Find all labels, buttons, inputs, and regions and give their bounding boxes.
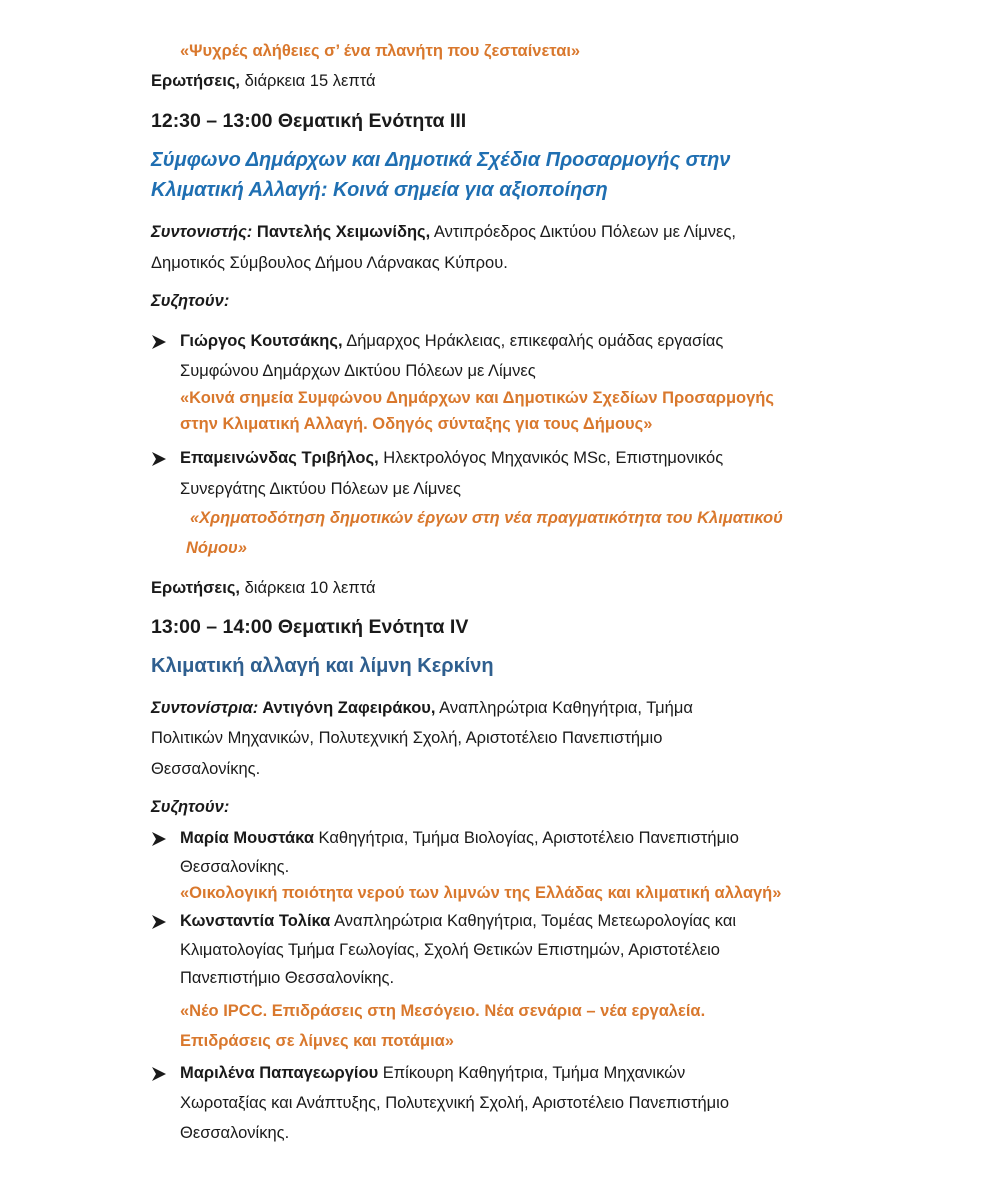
session-4-discuss-label: Συζητούν:	[151, 798, 230, 816]
moderator-role: Αντιπρόεδρος Δικτύου Πόλεων με Λίμνες,	[430, 223, 736, 241]
session-4-moderator-line-2: Πολιτικών Μηχανικών, Πολυτεχνική Σχολή, Αριστοτέλειο Πανεπιστήμιο	[151, 729, 663, 747]
speaker-trivilos-talk-line-1: «Χρηματοδότηση δημοτικών έργων στη νέα πραγματικότητα του Κλιματικού	[190, 509, 783, 527]
speaker-koutsakis-line-1	[180, 332, 723, 351]
moderator-name: Αντιγόνη Ζαφειράκου,	[258, 699, 436, 717]
speaker-trivilos-talk-line-2: Νόμου»	[186, 539, 247, 557]
speaker-koutsakis-line-2: Συμφώνου Δημάρχων Δικτύου Πόλεων με Λίμνες	[180, 362, 536, 380]
questions-note-2	[151, 579, 376, 598]
speaker-tolika-line-1	[180, 912, 736, 931]
bullet-arrow-icon	[151, 451, 167, 467]
speaker-name: Επαμεινώνδας Τριβήλος,	[180, 449, 379, 467]
speaker-name: Κωνσταντία Τολίκα	[180, 912, 331, 930]
session-3-title-line-2: Κλιματική Αλλαγή: Κοινά σημεία για αξιοποίηση	[151, 179, 608, 201]
speaker-trivilos-line-1	[180, 449, 723, 468]
session-3-title-line-1: Σύμφωνο Δημάρχων και Δημοτικά Σχέδια Προσαρμογής στην	[151, 149, 731, 171]
questions-duration: διάρκεια 15 λεπτά	[240, 72, 376, 90]
moderator-label: Συντονιστής:	[151, 223, 253, 241]
speaker-koutsakis-talk-line-2: στην Κλιματική Αλλαγή. Οδηγός σύνταξης για τους Δήμους»	[180, 415, 653, 433]
speaker-name: Μαρία Μουστάκα	[180, 829, 314, 847]
speaker-papageorgiou-line-1	[180, 1064, 685, 1083]
speaker-tolika-talk-line-2: Επιδράσεις σε λίμνες και ποτάμια»	[180, 1032, 454, 1050]
speaker-moustaka-line-2: Θεσσαλονίκης.	[180, 858, 290, 876]
session-4-moderator-line-3: Θεσσαλονίκης.	[151, 760, 261, 778]
questions-label: Ερωτήσεις,	[151, 579, 241, 597]
speaker-papageorgiou-line-3: Θεσσαλονίκης.	[180, 1124, 290, 1142]
moderator-name: Παντελής Χειμωνίδης,	[252, 223, 431, 241]
questions-duration: διάρκεια 10 λεπτά	[240, 579, 376, 597]
session-3-moderator-line-1	[151, 223, 736, 242]
moderator-label: Συντονίστρια:	[151, 699, 259, 717]
speaker-role: Ηλεκτρολόγος Μηχανικός MSc, Επιστημονικός	[378, 449, 724, 467]
questions-label: Ερωτήσεις,	[151, 72, 241, 90]
speaker-role: Δήμαρχος Ηράκλειας, επικεφαλής ομάδας εργασίας	[342, 332, 724, 350]
speaker-moustaka-talk: «Οικολογική ποιότητα νερού των λιμνών της Ελλάδας και κλιματική αλλαγή»	[180, 884, 782, 902]
session-3-moderator-line-2: Δημοτικός Σύμβουλος Δήμου Λάρνακας Κύπρου.	[151, 254, 508, 272]
speaker-name: Γιώργος Κουτσάκης,	[180, 332, 343, 350]
speaker-role: Αναπληρώτρια Καθηγήτρια, Τομέας Μετεωρολογίας και	[330, 912, 737, 930]
speaker-role: Καθηγήτρια, Τμήμα Βιολογίας, Αριστοτέλειο Πανεπιστήμιο	[313, 829, 739, 847]
bullet-arrow-icon	[151, 914, 167, 930]
top-talk-title: «Ψυχρές αλήθειες σ’ ένα πλανήτη που ζεσταίνεται»	[180, 42, 581, 60]
speaker-papageorgiou-line-2: Χωροταξίας και Ανάπτυξης, Πολυτεχνική Σχολή, Αριστοτέλειο Πανεπιστήμιο	[180, 1094, 729, 1112]
speaker-koutsakis-talk-line-1: «Κοινά σημεία Συμφώνου Δημάρχων και Δημοτικών Σχεδίων Προσαρμογής	[180, 389, 774, 407]
session-4-moderator-line-1	[151, 699, 693, 718]
session-4-title: Κλιματική αλλαγή και λίμνη Κερκίνη	[151, 655, 494, 677]
speaker-role: Επίκουρη Καθηγήτρια, Τμήμα Μηχανικών	[378, 1064, 686, 1082]
session-4-heading: 13:00 – 14:00 Θεματική Ενότητα IV	[151, 616, 469, 638]
speaker-tolika-line-3: Πανεπιστήμιο Θεσσαλονίκης.	[180, 969, 395, 987]
speaker-tolika-line-2: Κλιματολογίας Τμήμα Γεωλογίας, Σχολή Θετικών Επιστημών, Αριστοτέλειο	[180, 941, 720, 959]
bullet-arrow-icon	[151, 831, 167, 847]
speaker-tolika-talk-line-1: «Νέο IPCC. Επιδράσεις στη Μεσόγειο. Νέα σενάρια – νέα εργαλεία.	[180, 1002, 706, 1020]
speaker-trivilos-line-2: Συνεργάτης Δικτύου Πόλεων με Λίμνες	[180, 480, 461, 498]
speaker-moustaka-line-1	[180, 829, 739, 848]
moderator-role: Αναπληρώτρια Καθηγήτρια, Τμήμα	[435, 699, 693, 717]
bullet-arrow-icon	[151, 334, 167, 350]
bullet-arrow-icon	[151, 1066, 167, 1082]
session-3-heading: 12:30 – 13:00 Θεματική Ενότητα ΙΙΙ	[151, 110, 467, 132]
speaker-name: Μαριλένα Παπαγεωργίου	[180, 1064, 379, 1082]
questions-note-1	[151, 72, 376, 91]
session-3-discuss-label: Συζητούν:	[151, 292, 230, 310]
